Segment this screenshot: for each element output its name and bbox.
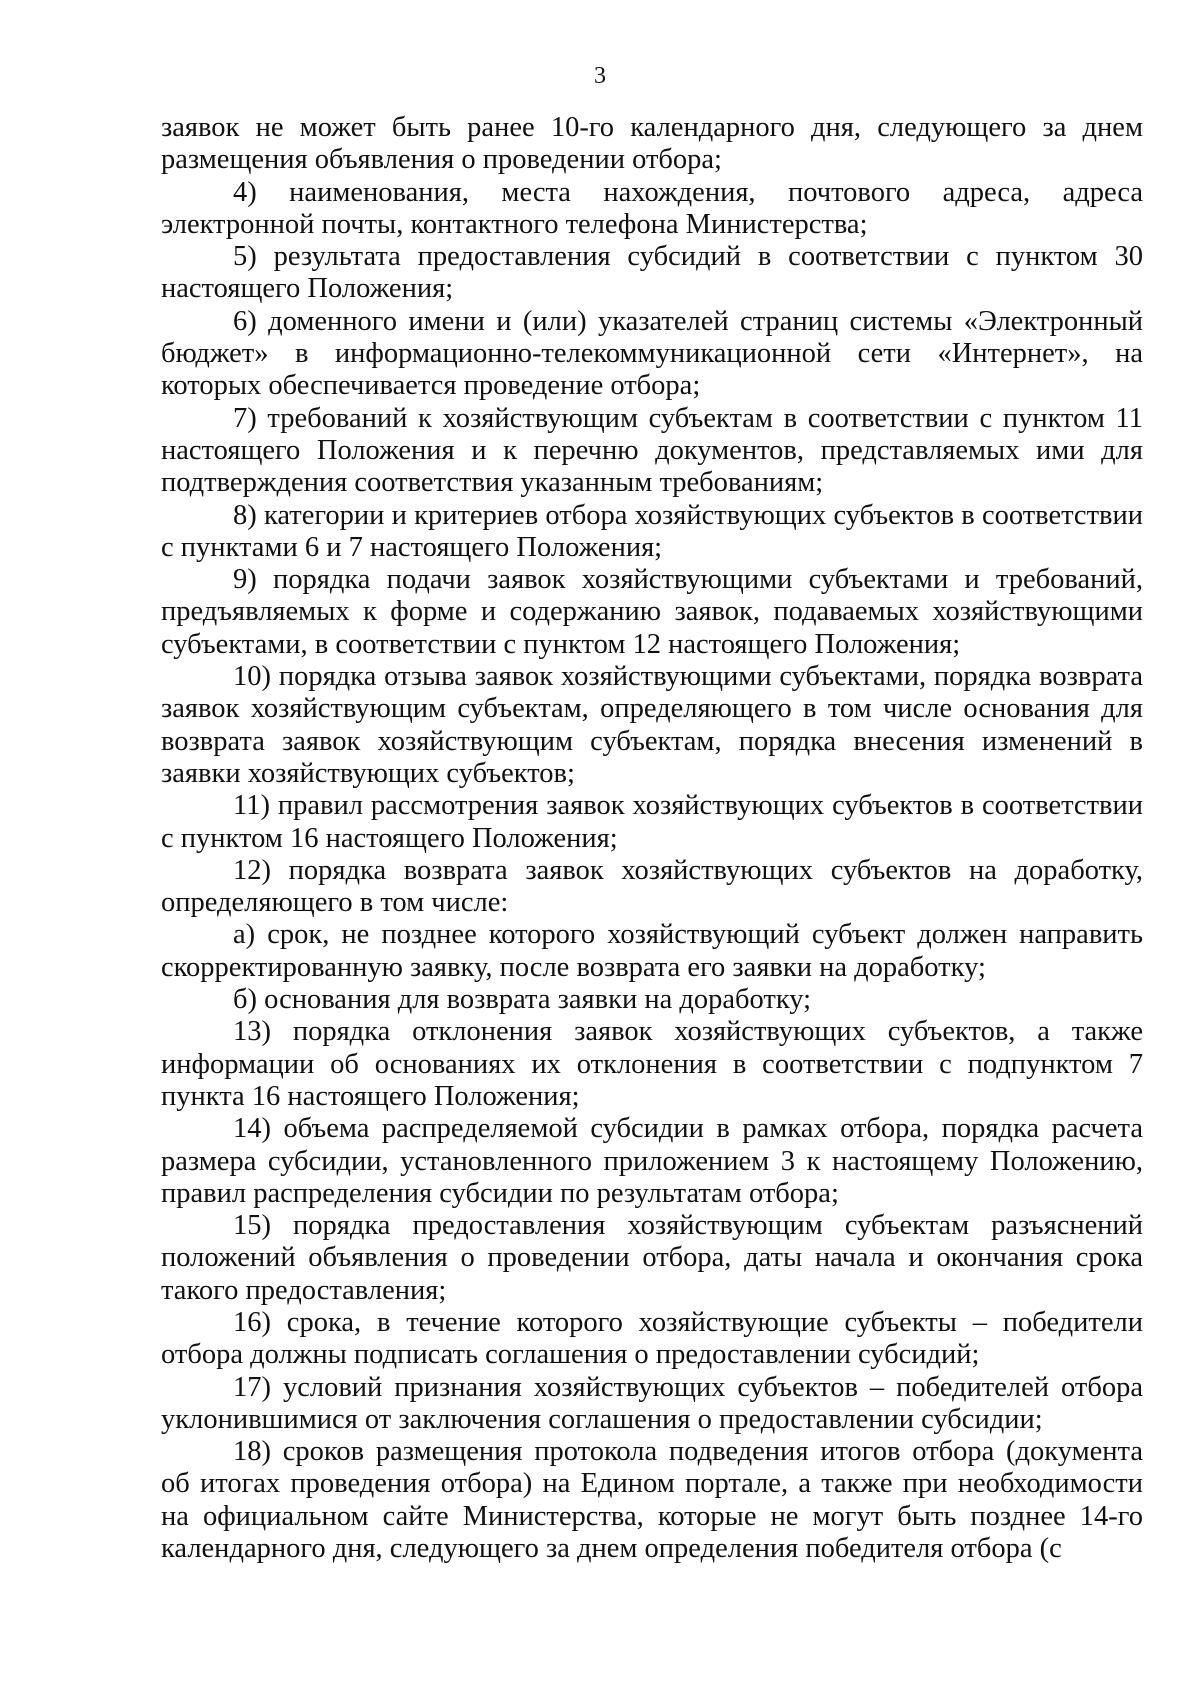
list-item-8: 8) категории и критериев отбора хозяйствующих субъектов в соответствии с пунктами 6 и 7 настоящего Положения; (161, 499, 1143, 563)
list-item-12: 12) порядка возврата заявок хозяйствующих субъектов на доработку, определяющего в том числе: (161, 854, 1143, 919)
list-item-13: 13) порядка отклонения заявок хозяйствующих субъектов, а также информации об основаниях их отклонения в соответствии с подпунктом 7 пункта 16 настоящего Положения; (161, 1016, 1143, 1112)
list-item-9: 9) порядка подачи заявок хозяйствующими субъектами и требований, предъявляемых к форме и содержанию заявок, подаваемых хозяйствующими субъектами, в соответствии с пунктом 12 настоящего Положения; (161, 564, 1143, 660)
list-item-16: 16) срока, в течение которого хозяйствующие субъекты – победители отбора должны подписать соглашения о предоставлении субсидий; (161, 1306, 1143, 1371)
list-item-14: 14) объема распределяемой субсидии в рамках отбора, порядка расчета размера субсидии, установленного приложением 3 к настоящему Положению, правил распределения субсидии по результатам отбора; (161, 1113, 1143, 1209)
list-item-17: 17) условий признания хозяйствующих субъектов – победителей отбора уклонившимися от заключения соглашения о предоставлении субсидии; (161, 1371, 1143, 1435)
document-body (161, 112, 1143, 1565)
list-item-15: 15) порядка предоставления хозяйствующим субъектам разъяснений положений объявления о проведении отбора, даты начала и окончания срока такого предоставления; (161, 1210, 1143, 1306)
list-item-10: 10) порядка отзыва заявок хозяйствующими субъектами, порядка возврата заявок хозяйствующим субъектам, определяющего в том числе основания для возврата заявок хозяйствующим субъектам, порядка внесения изменений в заявки хозяйствующих субъектов; (161, 661, 1143, 789)
list-item-6: 6) доменного имени и (или) указателей страниц системы «Электронный бюджет» в информационно-телекоммуникационной сети «Интернет», на которых обеспечивается проведение отбора; (161, 305, 1143, 402)
list-item-7: 7) требований к хозяйствующим субъектам в соответствии с пунктом 11 настоящего Положения и к перечню документов, представляемых ими для подтверждения соответствия указанным требованиям; (161, 402, 1143, 499)
list-item-4: 4) наименования, места нахождения, почтового адреса, адреса электронной почты, контактного телефона Министерства; (161, 176, 1143, 240)
page-number: 3 (594, 63, 606, 89)
list-item-11: 11) правил рассмотрения заявок хозяйствующих субъектов в соответствии с пунктом 16 настоящего Положения; (161, 790, 1143, 854)
list-item-18: 18) сроков размещения протокола подведения итогов отбора (документа об итогах проведения отбора) на Едином портале, а также при необходимости на официальном сайте Министерства, которые не могут быть позднее 14-го календарного дня, следующего за днем определения победителя отбора (с (161, 1436, 1143, 1565)
list-item-12-a: а) срок, не позднее которого хозяйствующий субъект должен направить скорректированную заявку, после возврата его заявки на доработку; (161, 919, 1143, 983)
list-item-12-b: б) основания для возврата заявки на доработку; (233, 984, 812, 1016)
paragraph-continuation: заявок не может быть ранее 10-го календарного дня, следующего за днем размещения объявления о проведении отбора; (161, 112, 1143, 176)
list-item-5: 5) результата предоставления субсидий в соответствии с пунктом 30 настоящего Положения; (161, 241, 1143, 305)
